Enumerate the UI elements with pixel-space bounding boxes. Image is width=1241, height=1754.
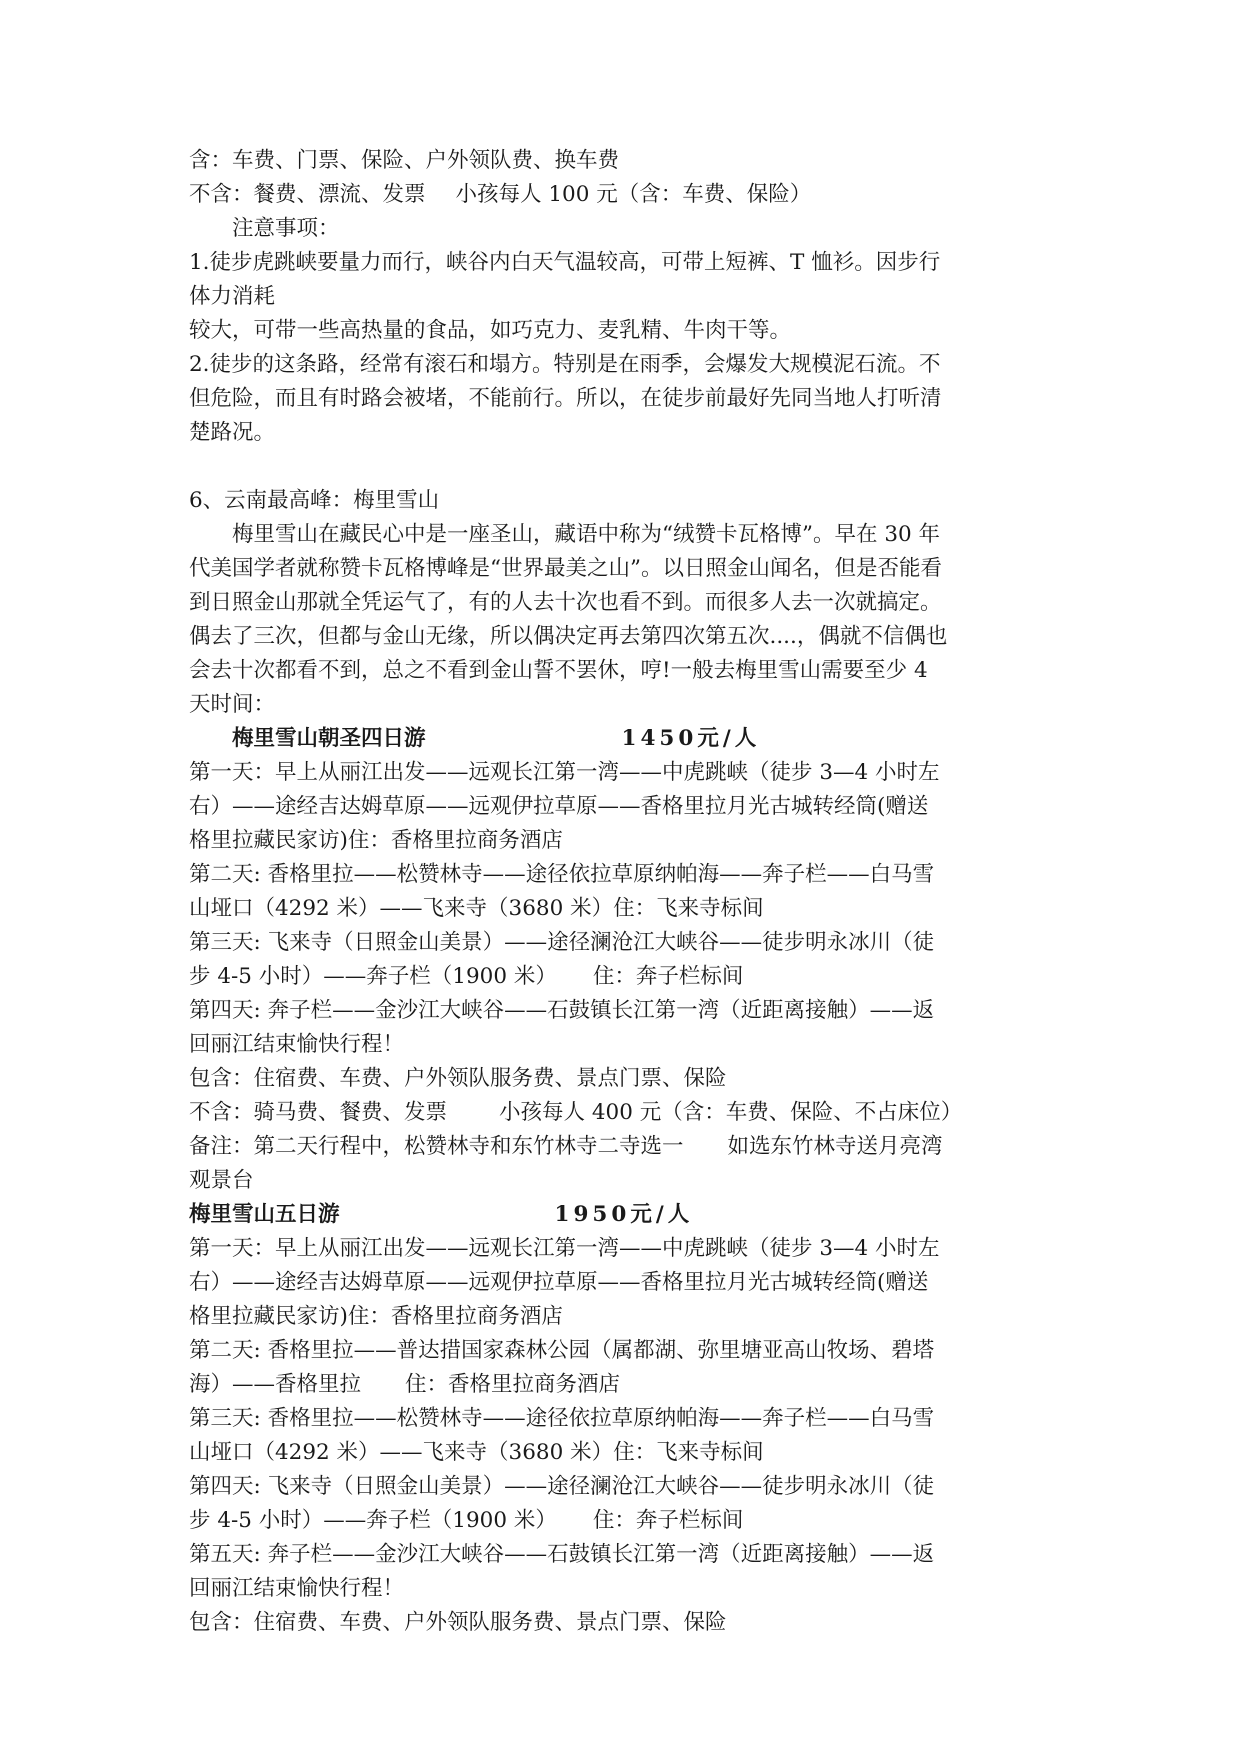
tour-5day-line: 格里拉藏民家访)住：香格里拉商务酒店 (189, 1304, 563, 1329)
tour-5day-line: 右）——途经吉达姆草原——远观伊拉草原——香格里拉月光古城转经筒(赠送 (189, 1270, 929, 1295)
tour-4day-remark (189, 1130, 1059, 1164)
tour-4day-exclude-text: 不含：骑马费、餐费、发票 (189, 1100, 448, 1125)
tour-4day-line: 回丽江结束愉快行程！ (189, 1032, 405, 1057)
tour-4day-line: 第一天：早上从丽江出发——远观长江第一湾——中虎跳峡（徒步 3—4 小时左 (189, 760, 940, 785)
tour-5day-include: 包含：住宿费、车费、户外领队服务费、景点门票、保险 (189, 1610, 727, 1635)
tour-4day-day3-stay: 住：奔子栏标间 (592, 964, 744, 989)
tour-5day-day2-stay: 住：香格里拉商务酒店 (405, 1372, 621, 1397)
tour-4day-line: 格里拉藏民家访)住：香格里拉商务酒店 (189, 828, 563, 853)
tour-5day-line: 第五天: 奔子栏——金沙江大峡谷——石鼓镇长江第一湾（近距离接触）——返 (189, 1542, 935, 1567)
tour-5day-header (189, 1198, 1059, 1232)
tour-4day-exclude (189, 1096, 1059, 1130)
tour-5day-day4-tail: 步 4-5 小时）——奔子栏（1900 米） (189, 1508, 557, 1533)
child-price-text: 小孩每人 100 元（含：车费、保险） (455, 182, 812, 207)
notes-title: 注意事项： (232, 216, 340, 241)
tour-5day-line: 第一天：早上从丽江出发——远观长江第一湾——中虎跳峡（徒步 3—4 小时左 (189, 1236, 940, 1261)
tour-4day-child-price: 小孩每人 400 元（含：车费、保险、不占床位） (499, 1100, 963, 1125)
tour-5day-day4-stay: 住：奔子栏标间 (592, 1508, 744, 1533)
intro-line-2: 代美国学者就称赞卡瓦格博峰是“世界最美之山”。以日照金山闻名，但是否能看 (189, 556, 942, 581)
tour-4day-header (189, 722, 1059, 756)
tour-5day-line: 第三天: 香格里拉——松赞林寺——途径依拉草原纳帕海——奔子栏——白马雪 (189, 1406, 935, 1431)
tour-4day-day3-tail: 步 4-5 小时）——奔子栏（1900 米） (189, 964, 557, 989)
tour-5day-line: 第二天: 香格里拉——普达措国家森林公园（属都湖、弥里塘亚高山牧场、碧塔 (189, 1338, 935, 1363)
tour-4day-price: 1450元/人 (621, 726, 761, 751)
tour-4day-remark-option: 如选东竹林寺送月亮湾 (727, 1134, 943, 1159)
note-1-line-3: 较大，可带一些高热量的食品，如巧克力、麦乳精、牛肉干等。 (189, 318, 792, 343)
include-line: 含：车费、门票、保险、户外领队费、换车费 (189, 148, 620, 173)
tour-5day-price: 1950元/人 (554, 1202, 694, 1227)
tour-5day-line (189, 1368, 1059, 1402)
tour-5day-day2-tail: 海）——香格里拉 (189, 1372, 362, 1397)
tour-4day-line: 右）——途经吉达姆草原——远观伊拉草原——香格里拉月光古城转经筒(赠送 (189, 794, 929, 819)
exclude-line (189, 178, 1059, 212)
intro-line-5: 会去十次都看不到，总之不看到金山誓不罢休，哼!一般去梅里雪山需要至少 4 (189, 658, 928, 683)
tour-4day-line (189, 960, 1059, 994)
intro-line-4: 偶去了三次，但都与金山无缘，所以偶决定再去第四次第五次....，偶就不信偶也 (189, 624, 948, 649)
note-1-line-1: 1.徒步虎跳峡要量力而行，峡谷内白天气温较高，可带上短裤、T 恤衫。因步行 (189, 250, 941, 275)
note-2-line-3: 楚路况。 (189, 420, 276, 445)
tour-4day-line: 第四天: 奔子栏——金沙江大峡谷——石鼓镇长江第一湾（近距离接触）——返 (189, 998, 935, 1023)
document-page (189, 144, 1059, 1640)
spacer (189, 450, 1059, 484)
tour-5day-line: 第四天: 飞来寺（日照金山美景）——途径澜沧江大峡谷——徒步明永冰川（徒 (189, 1474, 935, 1499)
tour-4day-line: 第三天: 飞来寺（日照金山美景）——途径澜沧江大峡谷——徒步明永冰川（徒 (189, 930, 935, 955)
tour-4day-remark-tail: 观景台 (189, 1168, 254, 1193)
intro-line-3: 到日照金山那就全凭运气了，有的人去十次也看不到。而很多人去一次就搞定。 (189, 590, 942, 615)
tour-4day-title: 梅里雪山朝圣四日游 (232, 726, 426, 751)
tour-4day-remark-text: 备注：第二天行程中，松赞林寺和东竹林寺二寺选一 (189, 1134, 684, 1159)
tour-4day-line: 山垭口（4292 米）——飞来寺（3680 米）住：飞来寺标间 (189, 896, 764, 921)
intro-line-1: 梅里雪山在藏民心中是一座圣山，藏语中称为“绒赞卡瓦格博”。早在 30 年 (232, 522, 941, 547)
tour-5day-title: 梅里雪山五日游 (189, 1202, 340, 1227)
tour-4day-line: 第二天: 香格里拉——松赞林寺——途径依拉草原纳帕海——奔子栏——白马雪 (189, 862, 935, 887)
exclude-text: 不含：餐费、漂流、发票 (189, 182, 426, 207)
note-1-line-2: 体力消耗 (189, 284, 276, 309)
tour-4day-include: 包含：住宿费、车费、户外领队服务费、景点门票、保险 (189, 1066, 727, 1091)
note-2-line-2: 但危险，而且有时路会被堵，不能前行。所以，在徒步前最好先同当地人打听清 (189, 386, 942, 411)
tour-5day-line: 山垭口（4292 米）——飞来寺（3680 米）住：飞来寺标间 (189, 1440, 764, 1465)
tour-5day-line (189, 1504, 1059, 1538)
note-2-line-1: 2.徒步的这条路，经常有滚石和塌方。特别是在雨季，会爆发大规模泥石流。不 (189, 352, 941, 377)
section-6-heading: 6、云南最高峰：梅里雪山 (189, 488, 440, 513)
intro-line-6: 天时间： (189, 692, 276, 717)
tour-5day-line: 回丽江结束愉快行程！ (189, 1576, 405, 1601)
